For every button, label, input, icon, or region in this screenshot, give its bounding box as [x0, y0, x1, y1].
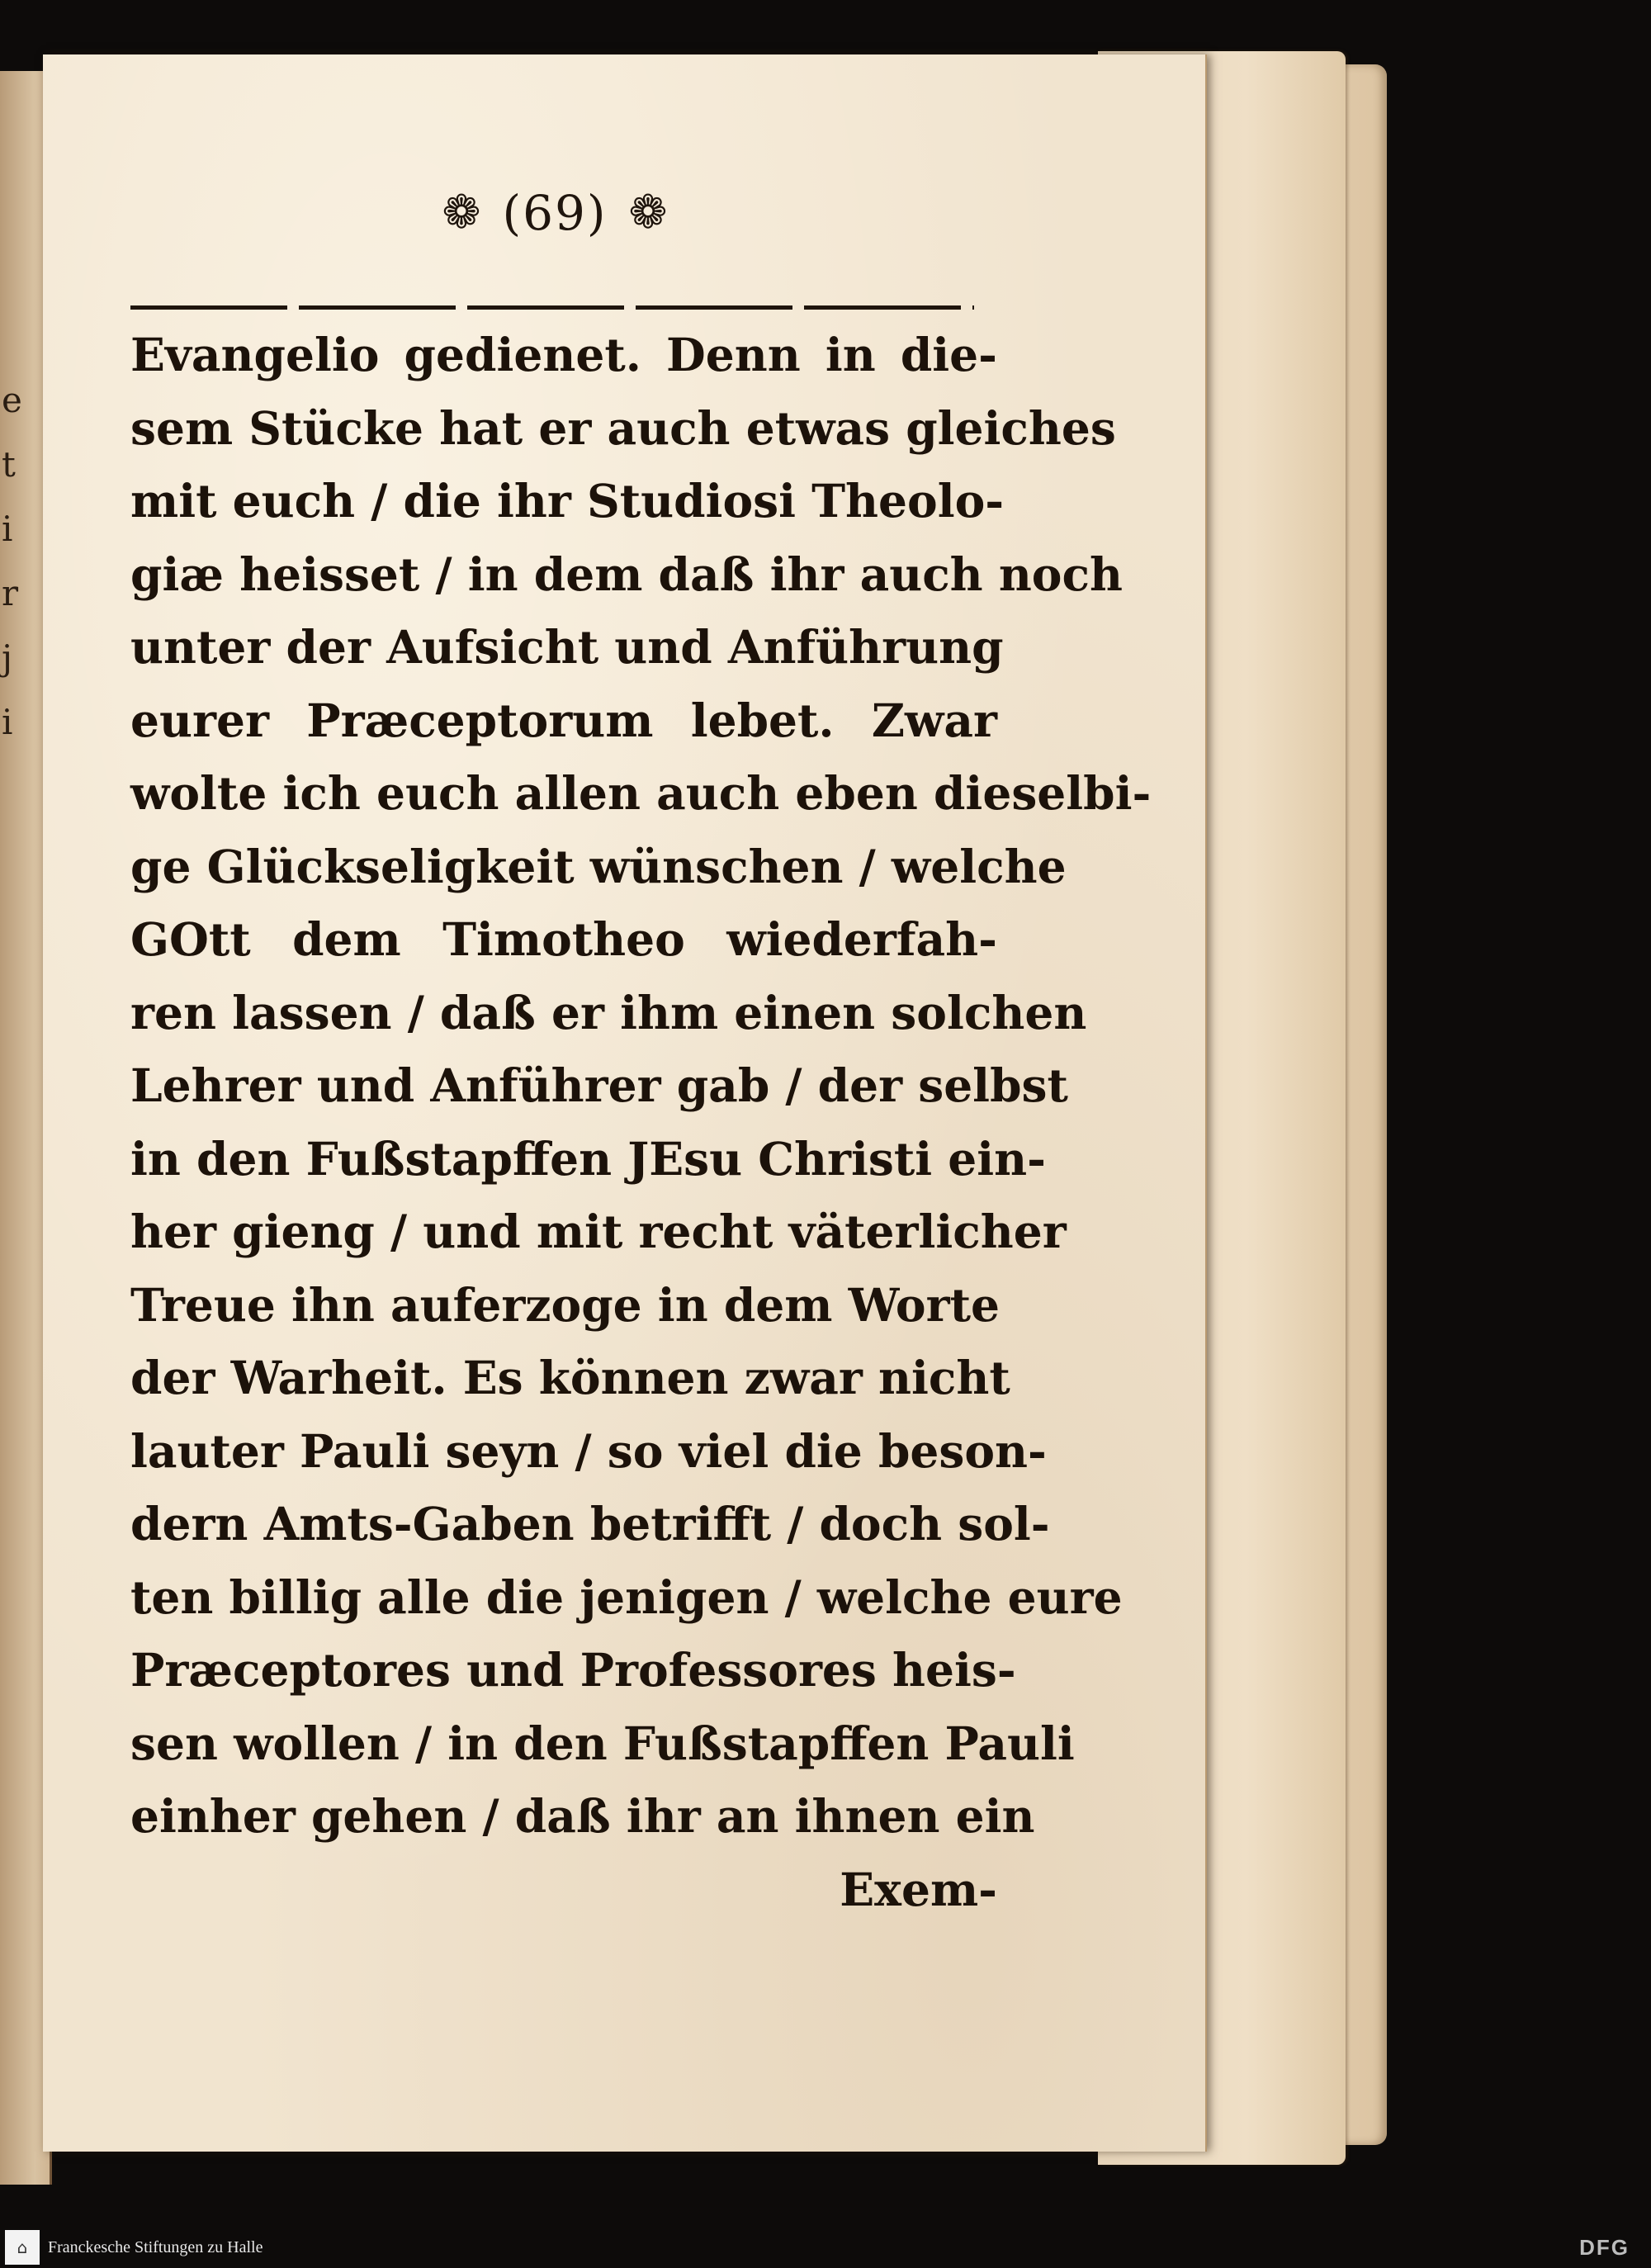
- text-line: her gieng / und mit recht väterlicher: [130, 1205, 1067, 1258]
- left-fragment: i: [2, 509, 13, 549]
- main-page: [43, 54, 1207, 2152]
- dfg-logo: DFG: [1579, 2235, 1630, 2260]
- left-fragment: e: [2, 380, 22, 420]
- text-line: sem Stücke hat er auch etwas gleiches: [130, 400, 1116, 455]
- text-line: Evangelio gedienet. Denn in die-: [130, 328, 997, 381]
- text-line: giæ heisset / in dem daß ihr auch noch: [130, 547, 1123, 601]
- text-line: GOtt dem Timotheo wiederfah-: [130, 912, 997, 966]
- left-fragment: j: [2, 637, 13, 678]
- left-page-fragments: [0, 368, 21, 755]
- text-line: einher gehen / daß ihr an ihnen ein: [130, 1789, 1035, 1843]
- text-line: wolte ich euch allen auch eben dieselbi-: [130, 766, 1152, 820]
- text-line: sen wollen / in den Fußstapffen Pauli: [130, 1716, 1075, 1770]
- text-line: ren lassen / daß er ihm einen solchen: [130, 985, 1087, 1039]
- flower-ornament-icon: ❁: [628, 186, 668, 239]
- text-line: dern Amts-Gaben betrifft / doch sol-: [130, 1497, 1050, 1551]
- left-fragment: i: [2, 702, 13, 742]
- text-line: unter der Aufsicht und Anführung: [130, 620, 1004, 674]
- left-fragment: r: [2, 573, 19, 613]
- text-line: der Warheit. Es können zwar nicht: [130, 1351, 1010, 1404]
- text-line: Treue ihn auferzoge in dem Worte: [130, 1277, 1000, 1332]
- body-text: [130, 319, 1152, 1926]
- text-line: eurer Præceptorum lebet. Zwar: [130, 693, 997, 747]
- text-line: in den Fußstapffen JEsu Christi ein-: [130, 1131, 1046, 1186]
- flower-ornament-icon: ❁: [442, 186, 481, 239]
- text-line: mit euch / die ihr Studiosi Theolo-: [130, 474, 1005, 528]
- text-line: ge Glückseligkeit wünschen / welche: [130, 839, 1067, 893]
- page-number: (69): [502, 185, 608, 241]
- header-rule: [130, 305, 974, 310]
- institution-logo-icon: ⌂: [5, 2230, 40, 2265]
- left-fragment: t: [2, 444, 16, 485]
- page-header: [390, 180, 720, 246]
- text-line: lauter Pauli seyn / so viel die beson-: [130, 1423, 1047, 1478]
- text-line: Præceptores und Professores heis-: [130, 1643, 1016, 1697]
- institution-name: Franckesche Stiftungen zu Halle: [48, 2237, 263, 2256]
- catchword: Exem-: [840, 1862, 997, 1916]
- text-line: ten billig alle die jenigen / welche eure: [130, 1570, 1123, 1624]
- text-line: Lehrer und Anführer gab / der selbst: [130, 1058, 1068, 1112]
- footer-bar: [0, 2227, 1651, 2268]
